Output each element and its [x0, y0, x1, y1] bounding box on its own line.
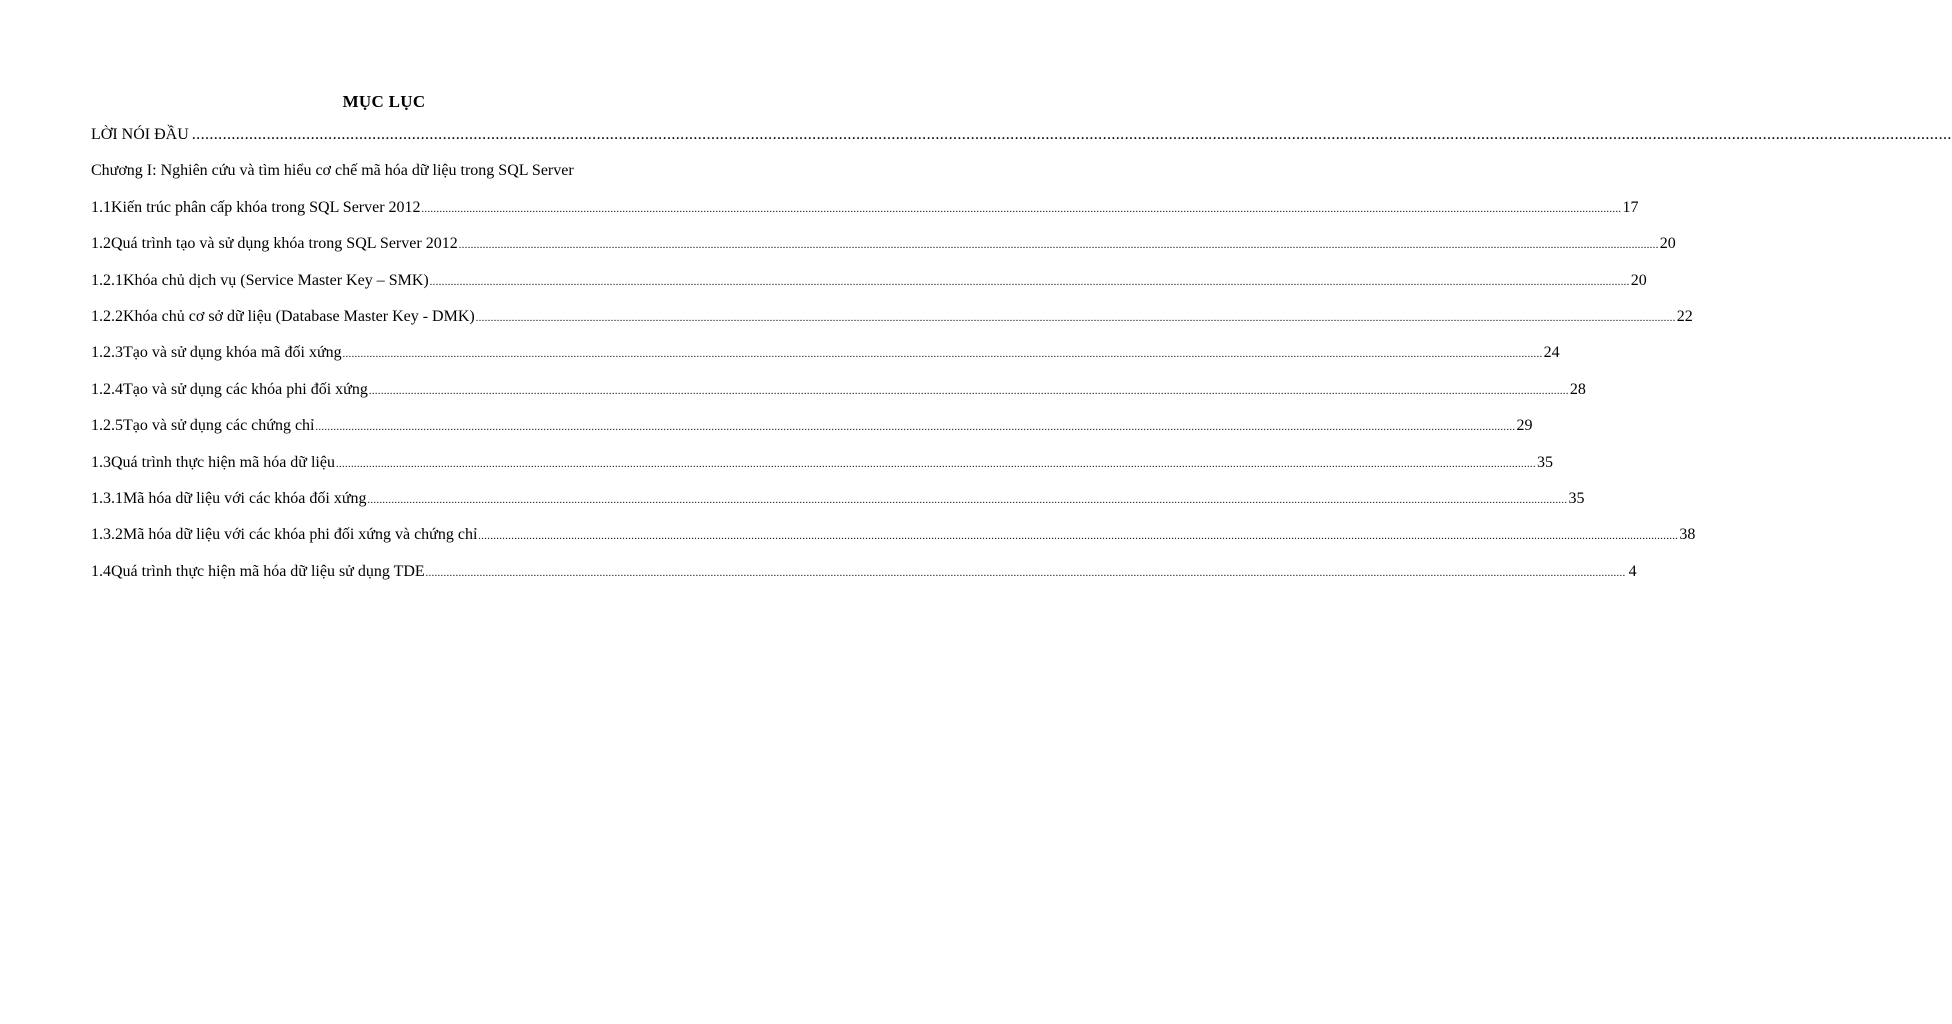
toc-page-number: 35 — [1568, 489, 1585, 507]
toc-page-number: 35 — [1536, 453, 1553, 471]
toc-dot-leader: ................................................................................................................................................................................................................................................................................................................................................................................................................ — [368, 385, 1569, 397]
toc-entry[interactable] — [91, 235, 1676, 271]
toc-dot-leader: ................................................................................................................................................................................................................................................................................................................................................................................................................ — [342, 349, 1543, 361]
toc-entry-text: 1.3Quá trình thực hiện mã hóa dữ liệu — [91, 453, 335, 471]
toc-dot-leader: ................................................................................................................................................................................................................................................................................................................................................................................................................ — [478, 531, 1679, 543]
toc-page-number: 24 — [1543, 344, 1560, 362]
toc-dot-leader: ................................................................................................................................................................................................................................................................................................................................................................................................................ — [458, 240, 1659, 252]
toc-entry-text: 1.2.2Khóa chủ cơ sở dữ liệu (Database Master Key - DMK) — [91, 307, 475, 325]
toc-dot-leader: ................................................................................................................................................................................................................................................................................................................................................................................................................ — [425, 567, 1626, 579]
toc-entry[interactable] — [91, 417, 1533, 453]
toc-entry[interactable] — [91, 562, 1637, 599]
toc-page-number: 38 — [1679, 526, 1696, 544]
toc-title: MỤC LỤC — [342, 92, 426, 111]
toc-entry[interactable] — [91, 489, 1585, 526]
toc-dot-leader: ................................................................................................................................................................................................................................................................................................................................................................................................................ — [335, 458, 1536, 470]
toc-entry[interactable] — [91, 198, 1639, 235]
toc-entry[interactable] — [91, 126, 1952, 162]
toc-entry-text: 1.4Quá trình thực hiện mã hóa dữ liệu sử dụng TDE — [91, 562, 425, 580]
toc-dot-leader: ................................................................................................................................................................................................................................................................................................................................................................................................................ — [421, 203, 1622, 215]
toc-entry[interactable] — [91, 526, 1696, 562]
toc-entry[interactable] — [91, 271, 1647, 308]
toc-entry[interactable] — [91, 344, 1560, 380]
toc-page-number: 17 — [1622, 198, 1639, 216]
toc-entry-text: 1.2.4Tạo và sử dụng các khóa phi đối xứng — [91, 380, 368, 398]
toc-dot-leader: ................................................................................................................................................................................................................................................................................................................................................................................................................ — [475, 312, 1676, 324]
toc-entry[interactable] — [91, 307, 1693, 344]
toc-entry-text: 1.2.5Tạo và sử dụng các chứng chỉ — [91, 417, 315, 435]
toc-entry-text: 1.3.1Mã hóa dữ liệu với các khóa đối xứng — [91, 489, 367, 507]
toc-entry-text: 1.2.3Tạo và sử dụng khóa mã đối xứng — [91, 344, 342, 362]
toc-entry[interactable] — [91, 380, 1586, 417]
toc-page-number: 20 — [1659, 235, 1676, 253]
toc-entry-text: 1.2Quá trình tạo và sử dụng khóa trong SQL Server 2012 — [91, 235, 458, 253]
toc-entry[interactable] — [91, 453, 1553, 490]
toc-page-number: 20 — [1630, 271, 1647, 289]
toc-dot-leader: ................................................................................................................................................................................................................................................................................................................................................................................................................ — [367, 494, 1568, 506]
toc-page-number: 22 — [1676, 307, 1693, 325]
toc-dot-leader: ................................................................................................................................................................................................................................................................................................................................................................................................................ — [429, 276, 1630, 288]
toc-dot-leader: ................................................................................................................................................................................................................................................................................................................................................................................................................ — [191, 126, 1952, 143]
toc-dot-leader: ................................................................................................................................................................................................................................................................................................................................................................................................................ — [315, 422, 1516, 434]
toc-page-number: 29 — [1516, 417, 1533, 435]
toc-entry-text: Chương I: Nghiên cứu và tìm hiểu cơ chế mã hóa dữ liệu trong SQL Server — [91, 162, 574, 180]
table-of-contents — [91, 126, 1952, 599]
toc-page-number: 4 — [1628, 562, 1637, 580]
toc-page-number: 28 — [1569, 380, 1586, 398]
toc-entry-text: LỜI NÓI ĐẦU — [91, 126, 189, 143]
toc-entry-text: 1.3.2Mã hóa dữ liệu với các khóa phi đối xứng và chứng chỉ — [91, 526, 478, 544]
toc-entry-text: 1.1Kiến trúc phân cấp khóa trong SQL Server 2012 — [91, 198, 421, 216]
toc-entry[interactable] — [91, 162, 679, 198]
toc-entry-text: 1.2.1Khóa chủ dịch vụ (Service Master Key – SMK) — [91, 271, 429, 289]
